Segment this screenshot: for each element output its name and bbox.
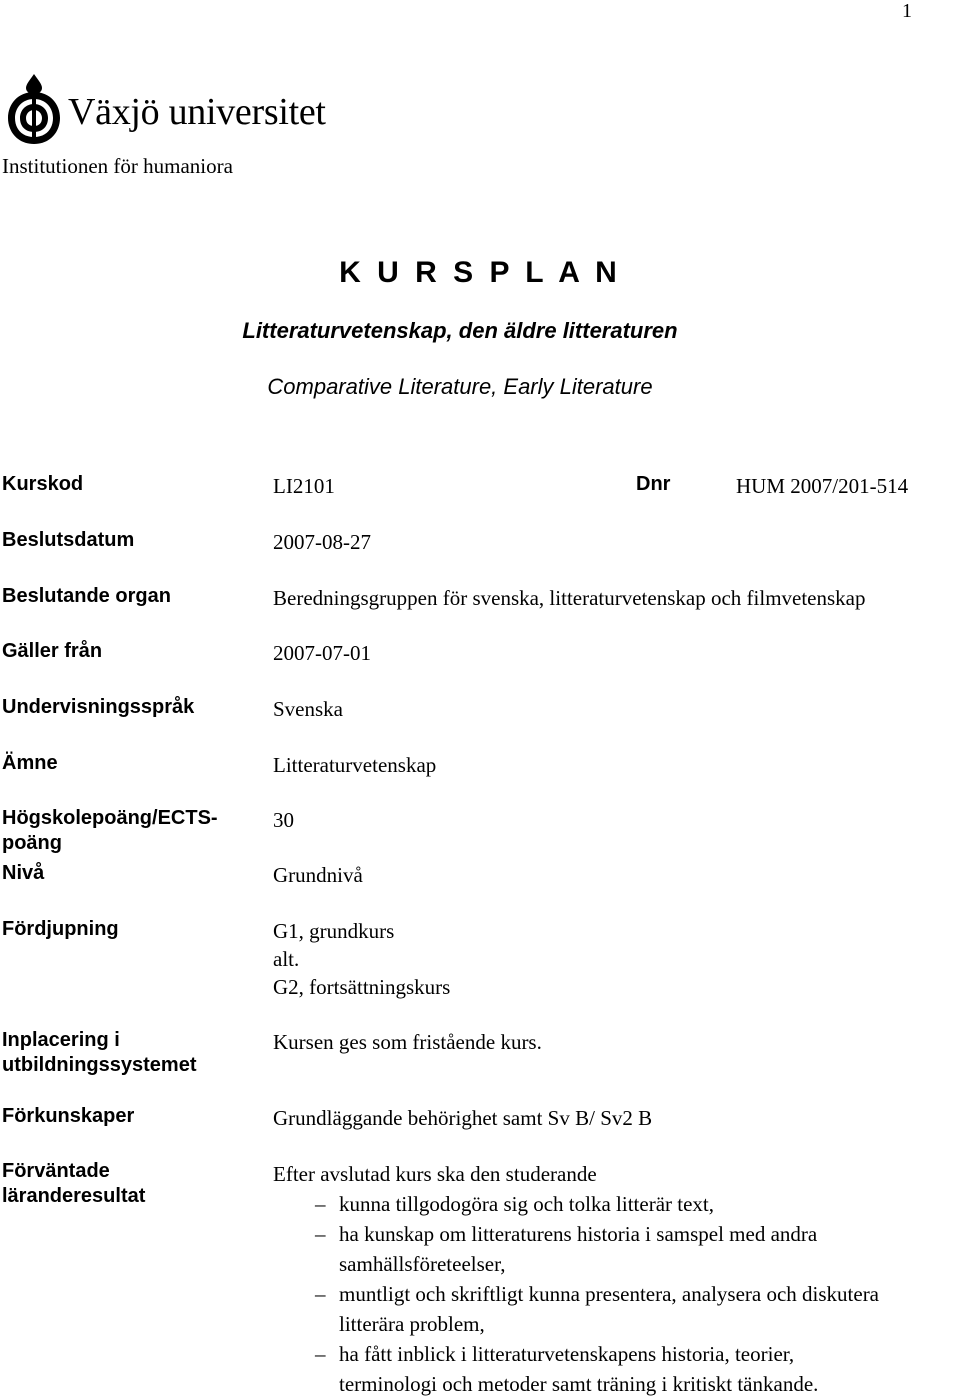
list-item [273,1279,960,1339]
fordjupning-value-line3: G2, fortsättningskurs [273,975,451,999]
kurskod-label: Kurskod [2,473,84,495]
outcomes-list [273,1189,960,1399]
forvantade-content [273,1159,960,1399]
outcome-text: kunna tillgodogöra sig och tolka litterär text, [339,1192,714,1216]
fordjupning-value-line1: G1, grundkurs [273,919,395,943]
hogskolepoang-label-line2: poäng [2,832,62,854]
beslutsdatum-label: Beslutsdatum [2,529,135,551]
fordjupning-label: Fördjupning [2,918,119,940]
dnr-value: HUM 2007/201-514 [736,474,909,498]
undervisningssprak-value: Svenska [273,697,343,721]
kurskod-value: LI2101 [273,474,335,498]
dnr-label: Dnr [636,473,671,495]
inplacering-label-line1: Inplacering i [2,1029,120,1051]
beslutande-organ-value: Beredningsgruppen för svenska, litteraturvetenskap och filmvetenskap [273,586,866,610]
course-name-swedish: Litteraturvetenskap, den äldre litteraturen [242,318,678,343]
hogskolepoang-label-line1: Högskolepoäng/ECTS- [2,807,218,829]
outcome-text: terminologi och metoder samt träning i kritiskt tänkande. [339,1372,819,1396]
outcome-text: ha kunskap om litteraturens historia i samspel med andra [339,1222,818,1246]
amne-value: Litteraturvetenskap [273,753,437,777]
inplacering-label [2,1028,196,1078]
dash-bullet: – [315,1282,326,1306]
amne-label: Ämne [2,752,58,774]
university-logo-text: Växjö universitet [68,91,326,133]
forkunskaper-value: Grundläggande behörighet samt Sv B/ Sv2 B [273,1106,653,1130]
outcome-text: samhällsföreteelser, [339,1252,506,1276]
list-item [273,1339,960,1399]
forvantade-intro: Efter avslutad kurs ska den studerande [273,1162,597,1186]
niva-value: Grundnivå [273,863,363,887]
outcome-text: litterära problem, [339,1312,485,1336]
outcome-text: muntligt och skriftligt kunna presentera, analysera och diskutera [339,1282,880,1306]
dash-bullet: – [315,1192,326,1216]
dash-bullet: – [315,1342,326,1366]
undervisningssprak-label: Undervisningsspråk [2,696,195,718]
course-name-english: Comparative Literature, Early Literature [267,374,653,399]
hogskolepoang-value: 30 [273,808,294,832]
forvantade-label-line1: Förväntade [2,1160,110,1182]
fordjupning-value [273,917,450,1001]
hogskolepoang-label [2,806,218,856]
inplacering-label-line2: utbildningssystemet [2,1054,197,1076]
beslutande-organ-label: Beslutande organ [2,585,171,607]
fordjupning-value-line2: alt. [273,947,300,971]
inplacering-value: Kursen ges som fristående kurs. [273,1030,542,1054]
galler-fran-label: Gäller från [2,640,103,662]
document-title: K U R S P L A N [339,256,621,289]
dash-bullet: – [315,1222,326,1246]
university-emblem-icon [4,72,64,146]
outcome-text: ha fått inblick i litteraturvetenskapens historia, teorier, [339,1342,795,1366]
department-name: Institutionen för humaniora [2,154,233,178]
list-item [273,1219,960,1279]
niva-label: Nivå [2,862,45,884]
forkunskaper-label: Förkunskaper [2,1105,135,1127]
page-number: 1 [902,0,912,22]
beslutsdatum-value: 2007-08-27 [273,530,371,554]
forvantade-label-line2: läranderesultat [2,1185,146,1207]
forvantade-label [2,1159,145,1209]
list-item [273,1189,960,1219]
galler-fran-value: 2007-07-01 [273,641,371,665]
university-logo [4,72,404,146]
